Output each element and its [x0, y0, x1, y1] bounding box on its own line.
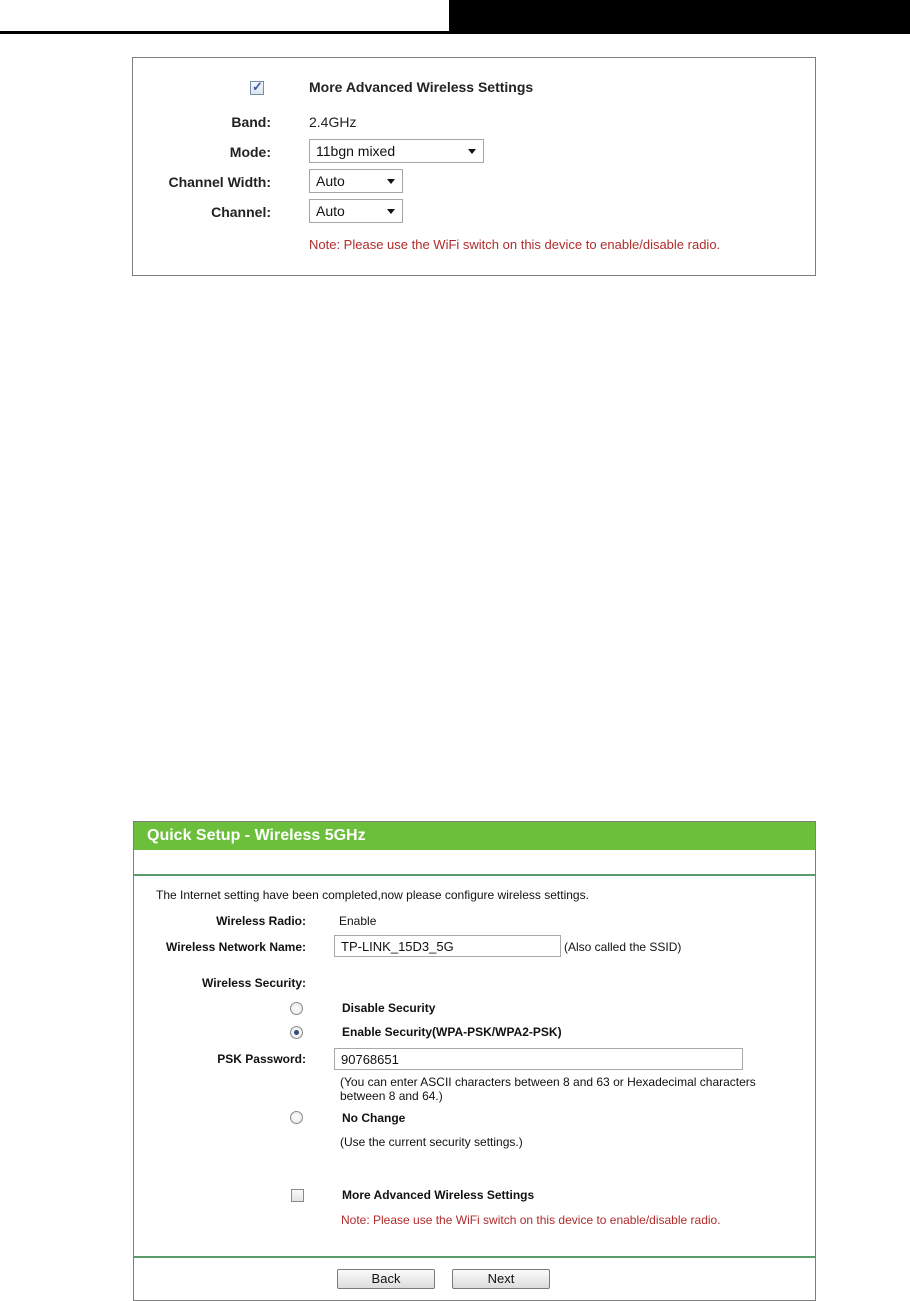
bottom-divider: [134, 1256, 815, 1258]
advanced-wireless-panel-24ghz: [132, 57, 816, 276]
channel-label: Channel:: [211, 204, 271, 220]
ssid-hint: (Also called the SSID): [564, 940, 682, 954]
channel-width-select[interactable]: [309, 169, 403, 193]
wireless-radio-label: Wireless Radio:: [216, 914, 306, 928]
mode-label: Mode:: [229, 144, 271, 160]
more-advanced-label: More Advanced Wireless Settings: [342, 1188, 535, 1202]
band-label: Band:: [231, 114, 271, 130]
wireless-security-label: Wireless Security:: [202, 976, 306, 990]
checkmark-icon: ✓: [252, 79, 263, 94]
more-advanced-checkbox[interactable]: [291, 1189, 304, 1202]
enable-security-label: Enable Security(WPA-PSK/WPA2-PSK): [342, 1025, 562, 1039]
panel-title: Quick Setup - Wireless 5GHz: [134, 822, 815, 850]
disable-security-radio[interactable]: [290, 1002, 303, 1015]
network-name-input[interactable]: [334, 935, 561, 957]
mode-select[interactable]: [309, 139, 484, 163]
psk-help-line-2: between 8 and 64.): [340, 1089, 443, 1103]
psk-password-input[interactable]: [334, 1048, 743, 1070]
network-name-label: Wireless Network Name:: [166, 940, 306, 954]
channel-width-select-value: Auto: [316, 173, 345, 189]
dropdown-arrow-icon: [387, 209, 395, 214]
page-header-rule: [0, 31, 910, 34]
no-change-label: No Change: [342, 1111, 406, 1125]
next-button[interactable]: Next: [452, 1269, 550, 1289]
page-header-bar: [449, 0, 910, 31]
wifi-switch-note: Note: Please use the WiFi switch on this device to enable/disable radio.: [309, 237, 721, 252]
disable-security-label: Disable Security: [342, 1001, 436, 1015]
psk-help-text: [340, 1075, 756, 1103]
channel-width-label: Channel Width:: [168, 174, 271, 190]
no-change-help: (Use the current security settings.): [340, 1135, 523, 1149]
dropdown-arrow-icon: [387, 179, 395, 184]
no-change-radio[interactable]: [290, 1111, 303, 1124]
psk-password-label: PSK Password:: [217, 1052, 306, 1066]
dropdown-arrow-icon: [468, 149, 476, 154]
back-button[interactable]: Back: [337, 1269, 435, 1289]
channel-select-value: Auto: [316, 203, 345, 219]
mode-select-value: 11bgn mixed: [316, 143, 396, 159]
band-value: 2.4GHz: [309, 114, 357, 130]
quick-setup-wireless-5ghz-panel: [133, 821, 816, 1301]
top-divider: [134, 874, 815, 876]
intro-text: The Internet setting have been completed,now please configure wireless settings.: [156, 888, 589, 902]
enable-security-radio[interactable]: [290, 1026, 303, 1039]
wifi-switch-note: Note: Please use the WiFi switch on this device to enable/disable radio.: [341, 1213, 721, 1227]
channel-select[interactable]: [309, 199, 403, 223]
more-advanced-checkbox[interactable]: [250, 81, 264, 95]
psk-help-line-1: (You can enter ASCII characters between 8 and 63 or Hexadecimal characters: [340, 1075, 756, 1089]
more-advanced-label: More Advanced Wireless Settings: [309, 79, 534, 95]
wireless-radio-value: Enable: [339, 914, 377, 928]
